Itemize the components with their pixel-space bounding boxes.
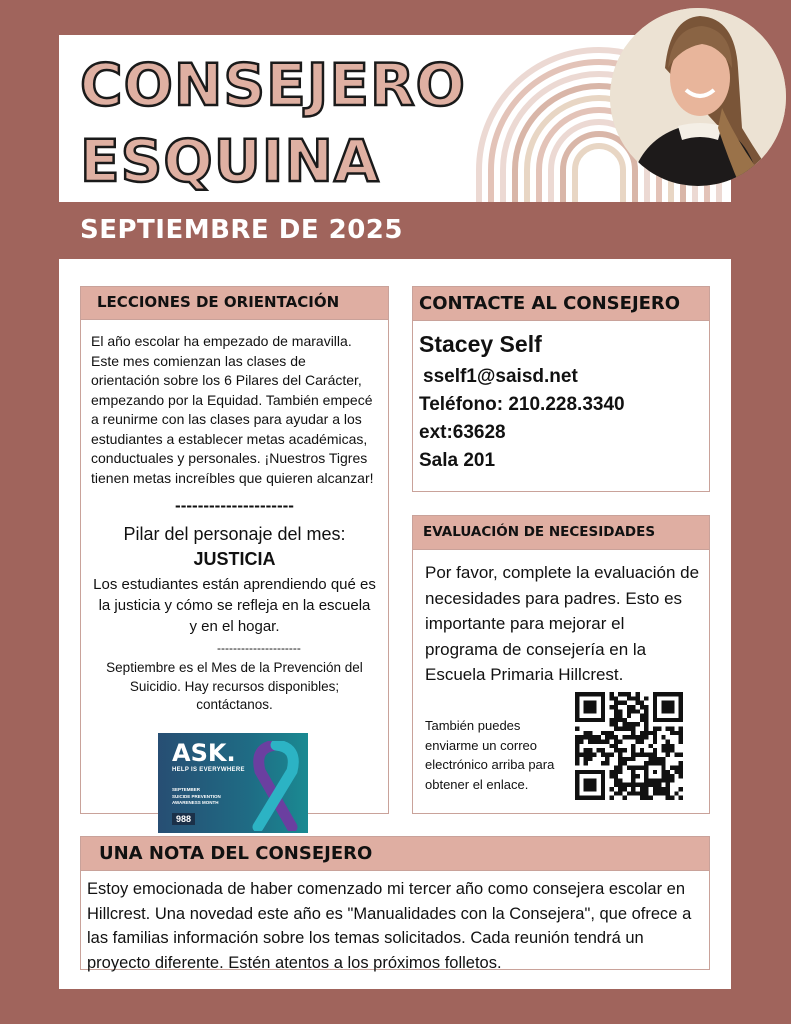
qr-code-icon[interactable]	[575, 692, 683, 800]
title-line-1: CONSEJERO	[80, 51, 466, 119]
avatar	[610, 8, 786, 186]
counselor-note-section	[80, 836, 710, 970]
note-text: Estoy emocionada de haber comenzado mi tercer año como consejera escolar en Hillcrest. Una novedad este año es "Manualidades con la Consejera", que ofrece a las familias información sobre los temas solicitados. Cada reunión tendrá un proyecto diferente. Estén atentos a los próximos folletos.	[87, 880, 692, 972]
needs-alt-text: También puedes enviarme un correo electrónico arriba para obtener el enlace.	[425, 718, 555, 792]
counselor-email[interactable]: sself1@saisd.net	[423, 366, 578, 387]
counselor-ext: ext:63628	[419, 422, 506, 443]
counselor-room: Sala 201	[419, 450, 496, 471]
divider-short: ---------------------	[217, 641, 301, 655]
ask-title: ASK.	[172, 739, 236, 767]
ask-small-3: AWARENESS MONTH	[172, 800, 219, 805]
issue-date: SEPTIEMBRE DE 2025	[80, 215, 403, 245]
ask-subtitle: HELP IS EVERYWHERE	[172, 767, 245, 773]
contact-section	[412, 286, 710, 492]
pillar-name: JUSTICIA	[193, 549, 276, 569]
counselor-name: Stacey Self	[419, 331, 542, 357]
orientation-section	[80, 286, 389, 824]
needs-text: Por favor, complete la evaluación de necesidades para padres. Esto es importante para mejorar el programa de consejería en la Escuela Primaria Hillcrest.	[425, 563, 700, 684]
ask-number: 988	[172, 813, 195, 825]
pillar-label: Pilar del personaje del mes:	[123, 524, 346, 544]
needs-assessment-section	[412, 515, 710, 814]
title-line-2: ESQUINA	[80, 127, 380, 195]
divider-long: ---------------------	[175, 496, 294, 515]
ask-small-2: SUICIDE PREVENTION	[172, 794, 221, 799]
counselor-photo-icon	[610, 8, 786, 186]
orientation-heading: LECCIONES DE ORIENTACIÓN	[81, 287, 388, 320]
suicide-prevention-text: Septiembre es el Mes de la Prevención del Suicidio. Hay recursos disponibles; contáctanos.	[106, 660, 363, 712]
ask-small-1: SEPTEMBER	[172, 787, 201, 792]
contact-heading: CONTACTE AL CONSEJERO	[413, 287, 709, 321]
awareness-ribbon-icon	[246, 741, 306, 831]
counselor-phone: Teléfono: 210.228.3340	[419, 394, 625, 415]
orientation-intro: El año escolar ha empezado de maravilla. Este mes comienzan las clases de orientación sobre los 6 Pilares del Carácter, empezando por la Equidad. También empecé a reunirme con las clases para ayudar a los estudiantes a establecer metas académicas, conductuales y personales. ¡Nuestros Tigres tienen metas increíbles que quieren alcanzar!	[91, 333, 374, 486]
ask-image	[158, 733, 308, 833]
note-heading: UNA NOTA DEL CONSEJERO	[81, 837, 709, 871]
needs-heading: EVALUACIÓN DE NECESIDADES	[413, 516, 709, 550]
pillar-description: Los estudiantes están aprendiendo qué es la justicia y cómo se refleja en la escuela y en el hogar.	[93, 576, 376, 635]
